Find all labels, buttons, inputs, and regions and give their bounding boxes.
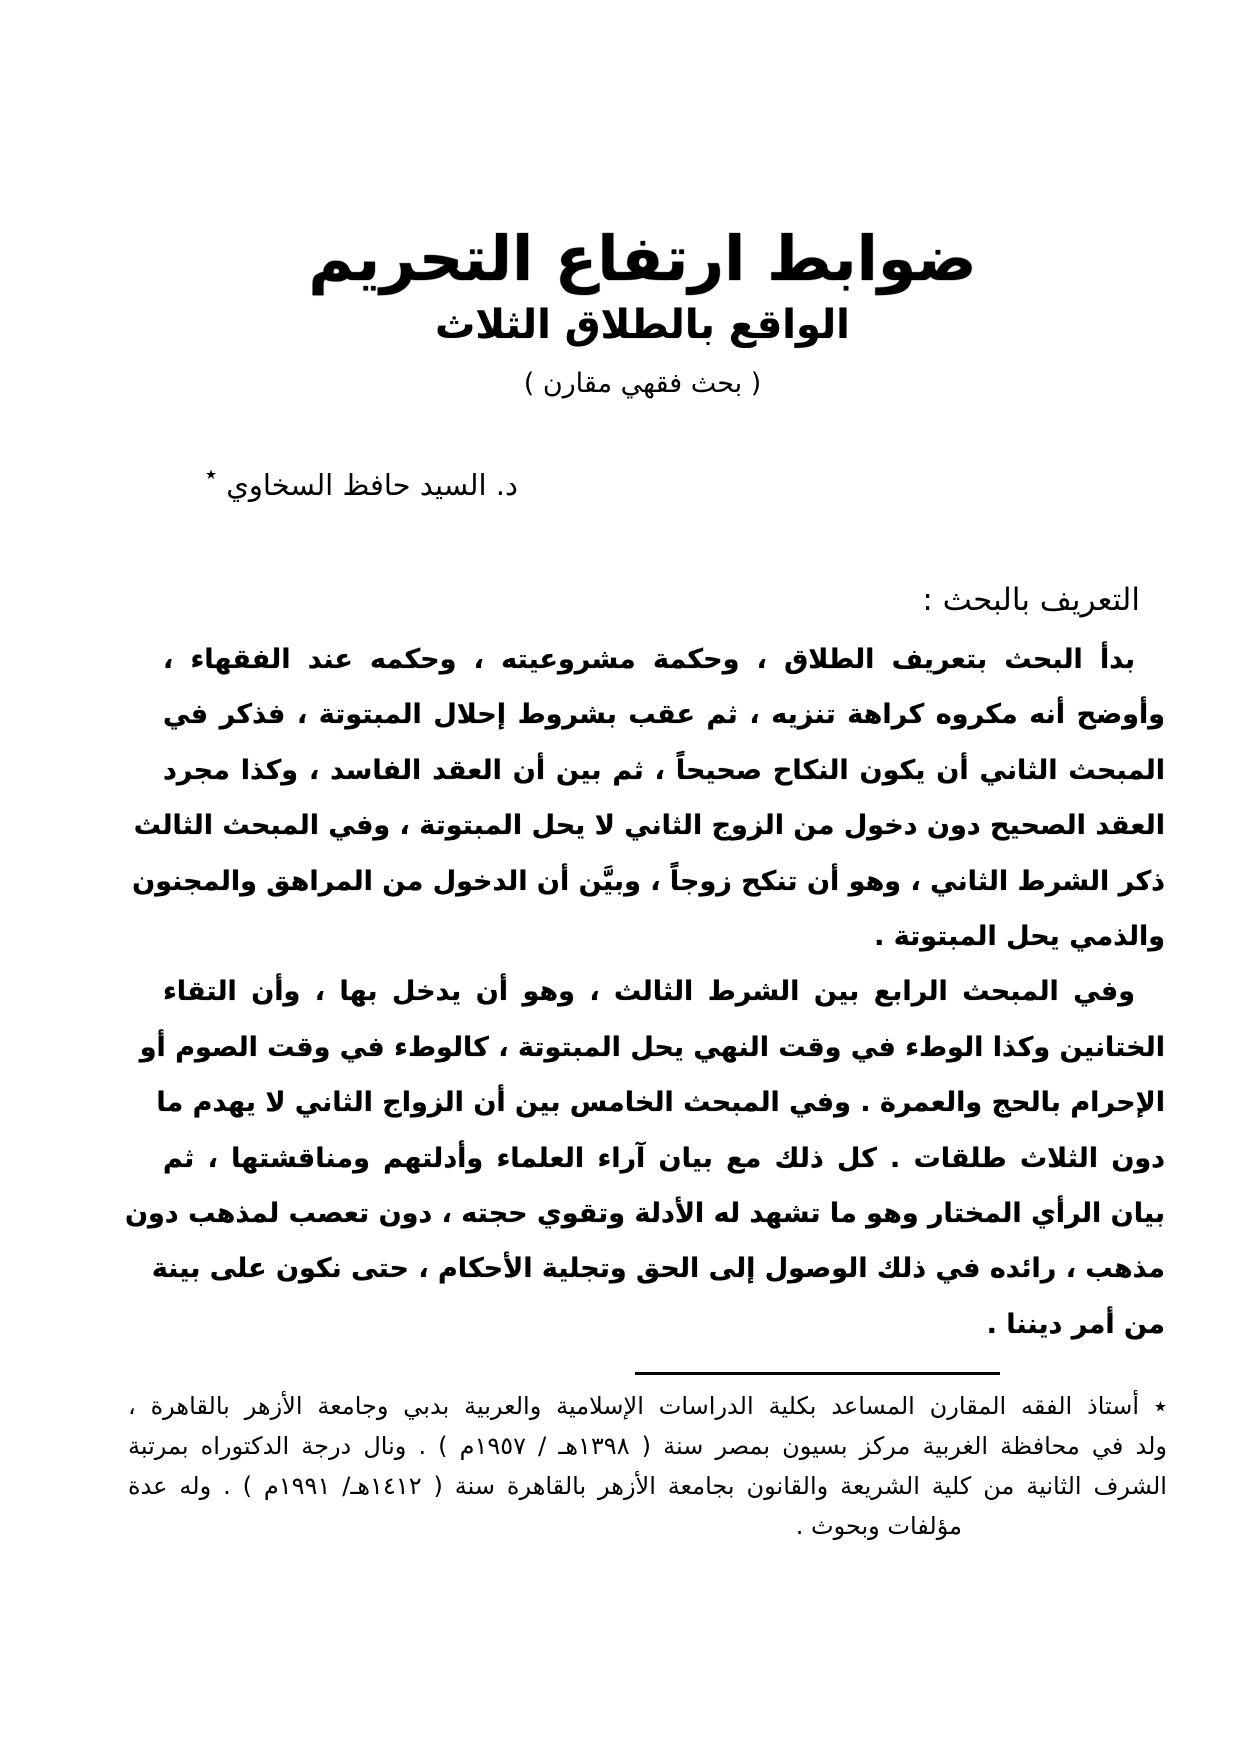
body-line: وفي المبحث الرابع بين الشرط الثالث ، وهو أن يدخل بها ، وأن التقاء xyxy=(163,976,1135,1008)
footnote-line: مؤلفات وبحوث . xyxy=(795,1512,962,1540)
page-title: ضوابط ارتفاع التحريم xyxy=(308,222,977,295)
body-line: مذهب ، رائده في ذلك الوصول إلى الحق وتجلية الأحكام ، حتى نكون على بينة xyxy=(151,1253,1165,1285)
section-heading: التعريف بالبحث : xyxy=(922,582,1140,618)
research-type-note: ( بحث فقهي مقارن ) xyxy=(523,368,762,399)
body-line: الإحرام بالحج والعمرة . وفي المبحث الخامس بين أن الزواج الثاني لا يهدم ما xyxy=(156,1087,1165,1119)
footnote xyxy=(128,1386,1167,1546)
body-line: بيان الرأي المختار وهو ما تشهد له الأدلة وتقوي حجته ، دون تعصب لمذهب دون xyxy=(124,1197,1165,1229)
footnote-line: ٭ أستاذ الفقه المقارن المساعد بكلية الدراسات الإسلامية والعربية بدبي وجامعة الأزهر بالقاهرة ، xyxy=(128,1392,1167,1420)
body-line: وأوضح أنه مكروه كراهة تنزيه ، ثم عقب بشروط إحلال المبتوتة ، فذكر في xyxy=(163,699,1165,731)
body-line: والذمي يحل المبتوتة . xyxy=(874,920,1165,952)
body-line: بدأ البحث بتعريف الطلاق ، وحكمة مشروعيته ، وحكمه عند الفقهاء ، xyxy=(163,644,1135,675)
body-line: ذكر الشرط الثاني ، وهو أن تنكح زوجاً ، وبيَّن أن الدخول من المراهق والمجنون xyxy=(132,865,1165,897)
body-text xyxy=(124,632,1165,1352)
body-line: دون الثلاث طلقات . كل ذلك مع بيان آراء العلماء وأدلتهم ومناقشتها ، ثم xyxy=(163,1142,1165,1174)
author-name: د. السيد حافظ السخاوي xyxy=(226,468,518,502)
body-line: الختانين وكذا الوطء في وقت النهي يحل المبتوتة ، كالوطء في وقت الصوم أو xyxy=(139,1031,1165,1063)
footnote-line: الشرف الثانية من كلية الشريعة والقانون بجامعة الأزهر بالقاهرة سنة ( ١٤١٢هـ/ ١٩٩١م ) . وله عدة xyxy=(128,1472,1167,1500)
footnote-separator xyxy=(635,1372,1000,1375)
body-line: العقد الصحيح دون دخول من الزوج الثاني لا يحل المبتوتة ، وفي المبحث الثالث xyxy=(133,810,1165,842)
author-footnote-marker: ٭ xyxy=(205,462,217,487)
body-line: المبحث الثاني أن يكون النكاح صحيحاً ، ثم بين أن العقد الفاسد ، وكذا مجرد xyxy=(163,754,1165,786)
body-line: من أمر ديننا . xyxy=(986,1308,1165,1340)
footnote-line: ولد في محافظة الغربية مركز بسيون بمصر سنة ( ١٣٩٨هـ / ١٩٥٧م ) . ونال درجة الدكتوراه بمرتبة xyxy=(128,1432,1167,1460)
author-line xyxy=(205,462,518,502)
page-subtitle: الواقع بالطلاق الثلاث xyxy=(435,302,850,348)
